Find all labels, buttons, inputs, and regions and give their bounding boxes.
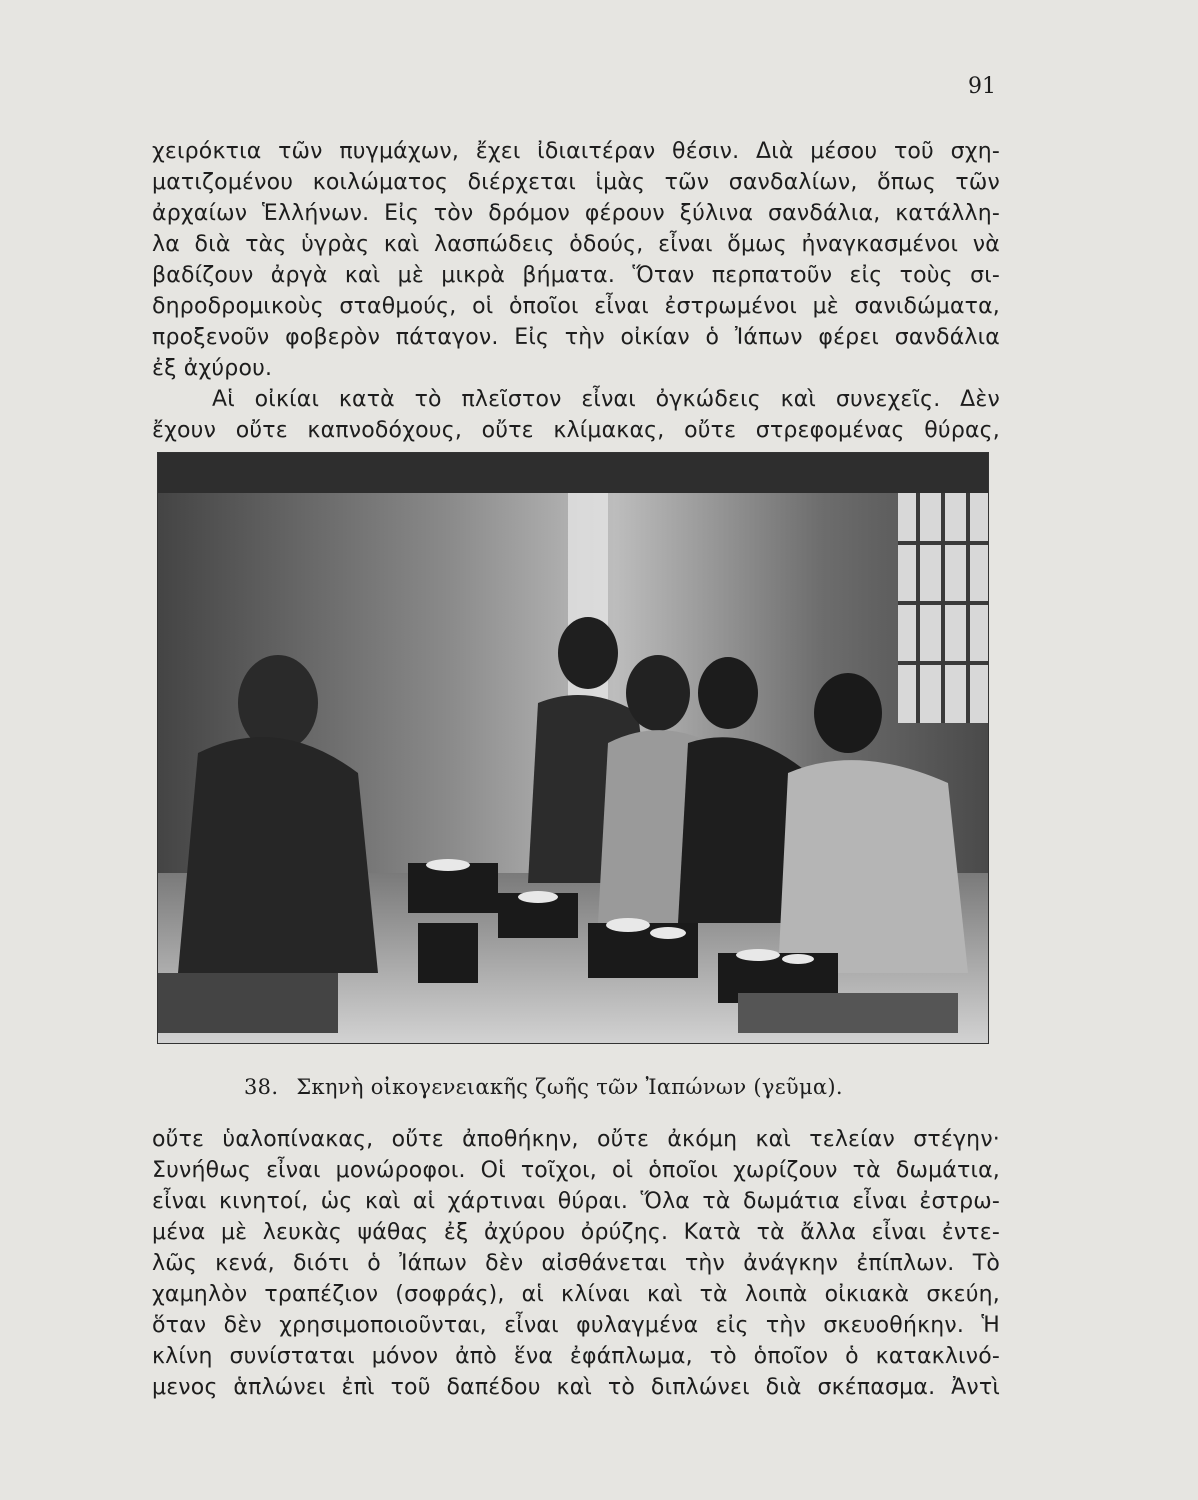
body-text-bottom <box>152 1124 1000 1403</box>
text-line: βαδίζουν ἀργὰ καὶ μὲ μικρὰ βήματα. Ὅταν περπατοῦν εἰς τοὺς σι- <box>152 263 1000 288</box>
text-line: δηροδρομικοὺς σταθμούς, οἱ ὁποῖοι εἶναι ἐστρωμένοι μὲ σανιδώματα, <box>152 294 1000 319</box>
figure-number: 38. <box>244 1075 279 1099</box>
text-line: χαμηλὸν τραπέζιον (σοφράς), αἱ κλίναι καὶ τὰ λοιπὰ οἰκιακὰ σκεύη, <box>152 1282 1000 1307</box>
text-line: λα διὰ τὰς ὑγρὰς καὶ λασπώδεις ὁδούς, εἶναι ὅμως ἠναγκασμένοι νὰ <box>152 232 1000 257</box>
text-line: προξενοῦν φοβερὸν πάταγον. Εἰς τὴν οἰκίαν ὁ Ἰάπων φέρει σανδάλια <box>152 325 1000 350</box>
body-text-top <box>152 136 1000 446</box>
figure-caption-text: Σκηνὴ οἰκογενειακῆς ζωῆς τῶν Ἰαπώνων (γεῦμα). <box>296 1075 843 1099</box>
text-line: λῶς κενά, διότι ὁ Ἰάπων δὲν αἰσθάνεται τὴν ἀνάγκην ἐπίπλων. Τὸ <box>152 1251 1000 1276</box>
text-line: ἐξ ἀχύρου. <box>152 356 273 381</box>
text-line: ἔχουν οὔτε καπνοδόχους, οὔτε κλίμακας, οὔτε στρεφομένας θύρας, <box>152 418 1000 443</box>
text-line: Συνήθως εἶναι μονώροφοι. Οἱ τοῖχοι, οἱ ὁποῖοι χωρίζουν τὰ δωμάτια, <box>152 1158 1000 1183</box>
text-line: οὔτε ὑαλοπίνακας, οὔτε ἀποθήκην, οὔτε ἀκόμη καὶ τελείαν στέγην· <box>152 1127 1000 1152</box>
text-line: ματιζομένου κοιλώματος διέρχεται ἱμὰς τῶν σανδαλίων, ὅπως τῶν <box>152 170 1000 195</box>
text-line: ὅταν δὲν χρησιμοποιοῦνται, εἶναι φυλαγμένα εἰς τὴν σκευοθήκην. Ἡ <box>152 1313 1000 1338</box>
text-line: εἶναι κινητοί, ὡς καὶ αἱ χάρτιναι θύραι. Ὅλα τὰ δωμάτια εἶναι ἐστρω- <box>152 1189 1000 1214</box>
text-line: Αἱ οἰκίαι κατὰ τὸ πλεῖστον εἶναι ὀγκώδεις καὶ συνεχεῖς. Δὲν <box>212 387 1000 412</box>
text-line: μένα μὲ λευκὰς ψάθας ἐξ ἀχύρου ὀρύζης. Κατὰ τὰ ἄλλα εἶναι ἐντε- <box>152 1220 1000 1245</box>
text-line: χειρόκτια τῶν πυγμάχων, ἔχει ἰδιαιτέραν θέσιν. Διὰ μέσου τοῦ σχη- <box>152 139 1000 164</box>
text-line: ἀρχαίων Ἑλλήνων. Εἰς τὸν δρόμον φέρουν ξύλινα σανδάλια, κατάλλη- <box>152 201 1000 226</box>
figure-caption <box>244 1075 843 1099</box>
page-number: 91 <box>968 74 996 99</box>
text-line: μενος ἁπλώνει ἐπὶ τοῦ δαπέδου καὶ τὸ διπλώνει διὰ σκέπασμα. Ἀντὶ <box>152 1375 1000 1400</box>
photograph-family-meal <box>158 453 988 1043</box>
text-line: κλίνη συνίσταται μόνον ἀπὸ ἕνα ἐφάπλωμα, τὸ ὁποῖον ὁ κατακλινό- <box>152 1344 1000 1369</box>
